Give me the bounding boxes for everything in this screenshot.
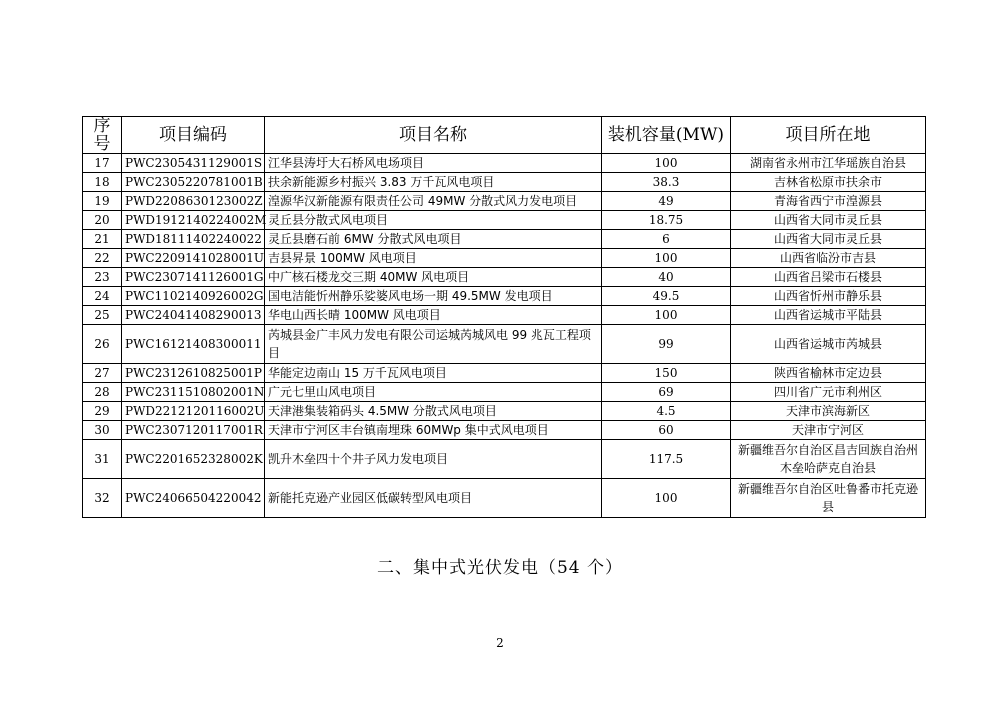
row-capacity: 60 <box>602 421 731 440</box>
row-serial: 25 <box>83 306 122 325</box>
row-capacity: 6 <box>602 230 731 249</box>
row-capacity: 69 <box>602 383 731 402</box>
row-project-code: PWC2311510802001N <box>122 383 265 402</box>
header-location: 项目所在地 <box>731 117 926 154</box>
table-row <box>83 287 926 306</box>
row-project-code: PWC2307120117001R <box>122 421 265 440</box>
table-row <box>83 364 926 383</box>
row-project-code: PWC16121408300011 <box>122 325 265 364</box>
row-location: 山西省忻州市静乐县 <box>731 287 926 306</box>
row-location: 陕西省榆林市定边县 <box>731 364 926 383</box>
row-location: 新疆维吾尔自治区昌吉回族自治州木垒哈萨克自治县 <box>731 440 926 479</box>
table-row <box>83 383 926 402</box>
table-row <box>83 154 926 173</box>
row-serial: 18 <box>83 173 122 192</box>
table-row <box>83 402 926 421</box>
row-serial: 22 <box>83 249 122 268</box>
row-capacity: 100 <box>602 154 731 173</box>
table-row <box>83 479 926 518</box>
row-serial: 24 <box>83 287 122 306</box>
row-project-code: PWC1102140926002G <box>122 287 265 306</box>
page-number: 2 <box>496 636 504 650</box>
row-project-code: PWC24066504220042 <box>122 479 265 518</box>
row-project-name: 灵丘县分散式风电项目 <box>265 211 602 230</box>
table-row <box>83 249 926 268</box>
row-location: 天津市宁河区 <box>731 421 926 440</box>
row-serial: 23 <box>83 268 122 287</box>
row-project-name: 扶余新能源乡村振兴 3.83 万千瓦风电项目 <box>265 173 602 192</box>
row-project-name: 天津港集装箱码头 4.5MW 分散式风电项目 <box>265 402 602 421</box>
row-project-name: 灵丘县磨石前 6MW 分散式风电项目 <box>265 230 602 249</box>
row-serial: 27 <box>83 364 122 383</box>
section-title: 二、集中式光伏发电（54 个） <box>376 558 624 578</box>
row-location: 山西省运城市芮城县 <box>731 325 926 364</box>
table-row <box>83 211 926 230</box>
row-project-name: 广元七里山风电项目 <box>265 383 602 402</box>
row-serial: 29 <box>83 402 122 421</box>
row-location: 山西省临汾市吉县 <box>731 249 926 268</box>
row-location: 山西省运城市平陆县 <box>731 306 926 325</box>
row-serial: 28 <box>83 383 122 402</box>
row-serial: 21 <box>83 230 122 249</box>
row-project-name: 华电山西长晴 100MW 风电项目 <box>265 306 602 325</box>
table-row <box>83 173 926 192</box>
row-project-name: 湟源华汉新能源有限责任公司 49MW 分散式风力发电项目 <box>265 192 602 211</box>
row-project-name: 中广核石楼龙交三期 40MW 风电项目 <box>265 268 602 287</box>
row-capacity: 38.3 <box>602 173 731 192</box>
row-location: 山西省大同市灵丘县 <box>731 211 926 230</box>
row-capacity: 100 <box>602 249 731 268</box>
row-project-code: PWC2209141028001U <box>122 249 265 268</box>
row-project-code: PWD2208630123002Z <box>122 192 265 211</box>
row-capacity: 99 <box>602 325 731 364</box>
row-serial: 32 <box>83 479 122 518</box>
row-project-name: 江华县涛圩大石桥风电场项目 <box>265 154 602 173</box>
row-project-name: 华能定边南山 15 万千瓦风电项目 <box>265 364 602 383</box>
row-project-name: 国电洁能忻州静乐娑婆风电场一期 49.5MW 发电项目 <box>265 287 602 306</box>
header-serial: 序号 <box>83 117 122 154</box>
row-location: 湖南省永州市江华瑶族自治县 <box>731 154 926 173</box>
row-capacity: 49.5 <box>602 287 731 306</box>
row-capacity: 150 <box>602 364 731 383</box>
table-row <box>83 192 926 211</box>
row-project-code: PWC2307141126001G <box>122 268 265 287</box>
row-location: 青海省西宁市湟源县 <box>731 192 926 211</box>
row-capacity: 100 <box>602 306 731 325</box>
table-body <box>83 154 926 518</box>
row-project-code: PWC2312610825001P <box>122 364 265 383</box>
row-project-code: PWC2305431129001S <box>122 154 265 173</box>
project-table <box>82 116 926 518</box>
table-row <box>83 440 926 479</box>
row-capacity: 18.75 <box>602 211 731 230</box>
table-row <box>83 268 926 287</box>
header-project-code: 项目编码 <box>122 117 265 154</box>
row-project-name: 芮城县金广丰风力发电有限公司运城芮城风电 99 兆瓦工程项目 <box>265 325 602 364</box>
row-capacity: 40 <box>602 268 731 287</box>
row-location: 山西省吕梁市石楼县 <box>731 268 926 287</box>
row-location: 吉林省松原市扶余市 <box>731 173 926 192</box>
row-project-code: PWC24041408290013 <box>122 306 265 325</box>
row-project-code: PWD18111402240022 <box>122 230 265 249</box>
row-location: 山西省大同市灵丘县 <box>731 230 926 249</box>
row-serial: 31 <box>83 440 122 479</box>
table-row <box>83 421 926 440</box>
row-capacity: 49 <box>602 192 731 211</box>
table-row <box>83 230 926 249</box>
row-serial: 26 <box>83 325 122 364</box>
row-project-name: 天津市宁河区丰台镇南埋珠 60MWp 集中式风电项目 <box>265 421 602 440</box>
row-serial: 19 <box>83 192 122 211</box>
row-project-name: 新能托克逊产业园区低碳转型风电项目 <box>265 479 602 518</box>
row-serial: 20 <box>83 211 122 230</box>
header-project-name: 项目名称 <box>265 117 602 154</box>
row-project-code: PWC2305220781001B <box>122 173 265 192</box>
row-location: 四川省广元市利州区 <box>731 383 926 402</box>
row-location: 新疆维吾尔自治区吐鲁番市托克逊县 <box>731 479 926 518</box>
row-capacity: 117.5 <box>602 440 731 479</box>
row-project-code: PWC2201652328002K <box>122 440 265 479</box>
row-serial: 17 <box>83 154 122 173</box>
row-project-name: 吉县昇景 100MW 风电项目 <box>265 249 602 268</box>
row-serial: 30 <box>83 421 122 440</box>
row-capacity: 100 <box>602 479 731 518</box>
table-header-row <box>83 117 926 154</box>
row-location: 天津市滨海新区 <box>731 402 926 421</box>
row-project-name: 凯升木垒四十个井子风力发电项目 <box>265 440 602 479</box>
row-project-code: PWD2212120116002U <box>122 402 265 421</box>
row-project-code: PWD1912140224002M <box>122 211 265 230</box>
row-capacity: 4.5 <box>602 402 731 421</box>
table-row <box>83 306 926 325</box>
header-capacity: 装机容量(MW) <box>602 117 731 154</box>
table-row <box>83 325 926 364</box>
